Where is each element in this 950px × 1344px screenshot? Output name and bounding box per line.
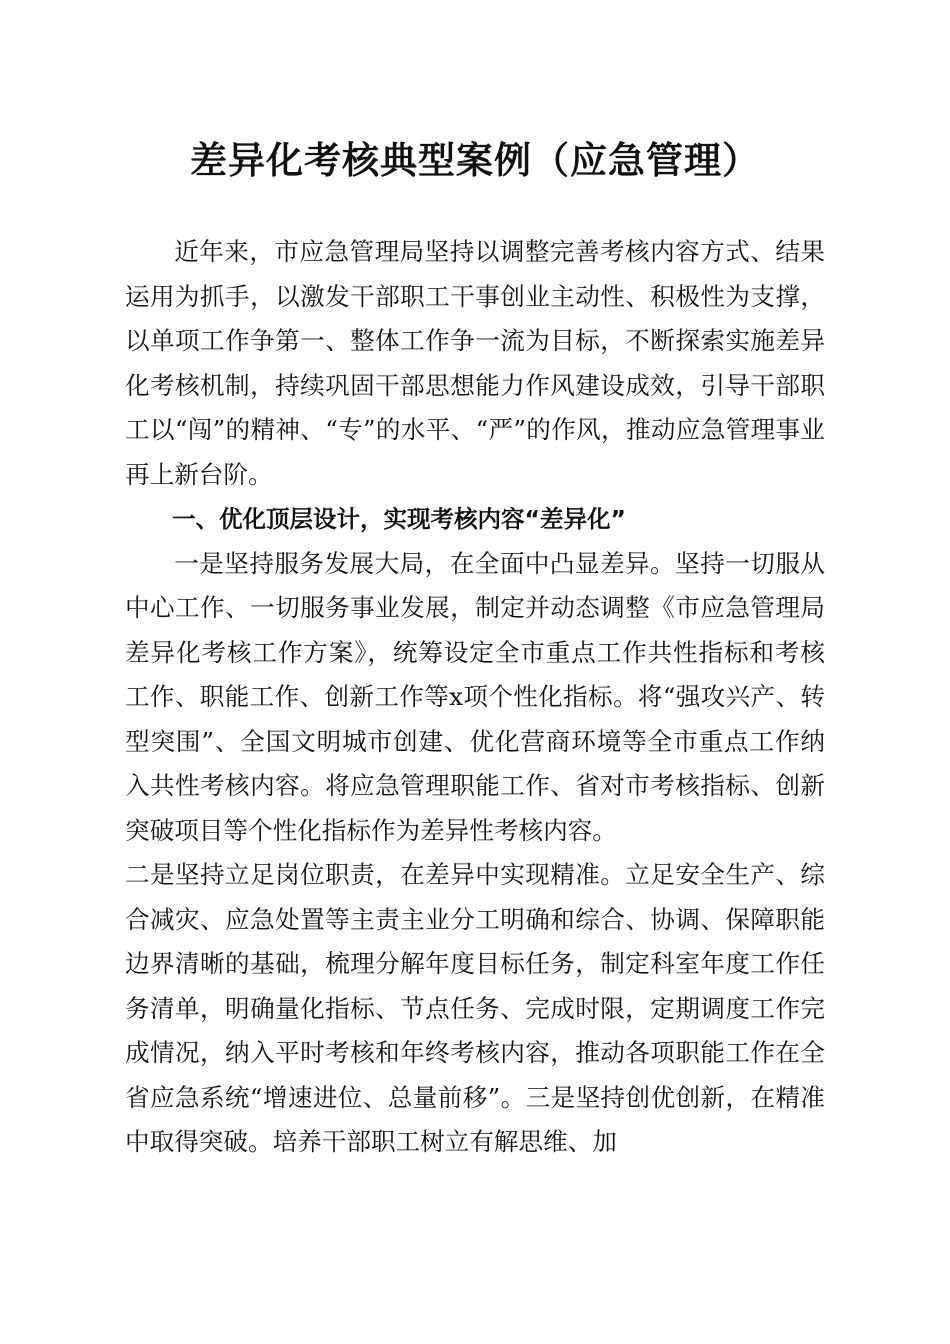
body-paragraph: 一是坚持服务发展大局，在全面中凸显差异。坚持一切服从中心工作、一切服务事业发展，制定并动态调整《市应急管理局差异化考核工作方案》，统筹设定全市重点工作共性指标和考核工作、职能工作、创新工作等x项个性化指标。将“强攻兴产、转型突围”、全国文明城市创建、优化营商环境等全市重点工作纳入共性考核内容。将应急管理职能工作、省对市考核指标、创新突破项目等个性化指标作为差异性考核内容。	[125, 548, 825, 845]
intro-paragraph: 近年来，市应急管理局坚持以调整完善考核内容方式、结果运用为抓手，以激发干部职工干事创业主动性、积极性为支撑，以单项工作争第一、整体工作争一流为目标，不断探索实施差异化考核机制，持续巩固干部思想能力作风建设成效，引导干部职工以“闯”的精神、“专”的水平、“严”的作风，推动应急管理事业再上新台阶。	[125, 237, 825, 489]
body-paragraph-continued: 二是坚持立足岗位职责，在差异中实现精准。立足安全生产、综合减灾、应急处置等主责主业分工明确和综合、协调、保障职能边界清晰的基础，梳理分解年度目标任务，制定科室年度工作任务清单，明确量化指标、节点任务、完成时限，定期调度工作完成情况，纳入平时考核和年终考核内容，推动各项职能工作在全省应急系统“增速进位、总量前移”。三是坚持创优创新，在精准中取得突破。培养干部职工树立有解思维、加	[125, 860, 825, 1156]
section-heading: 一、优化顶层设计，实现考核内容“差异化”	[172, 505, 626, 533]
page-title: 差异化考核典型案例（应急管理）	[190, 138, 760, 182]
document-body	[125, 230, 825, 1165]
